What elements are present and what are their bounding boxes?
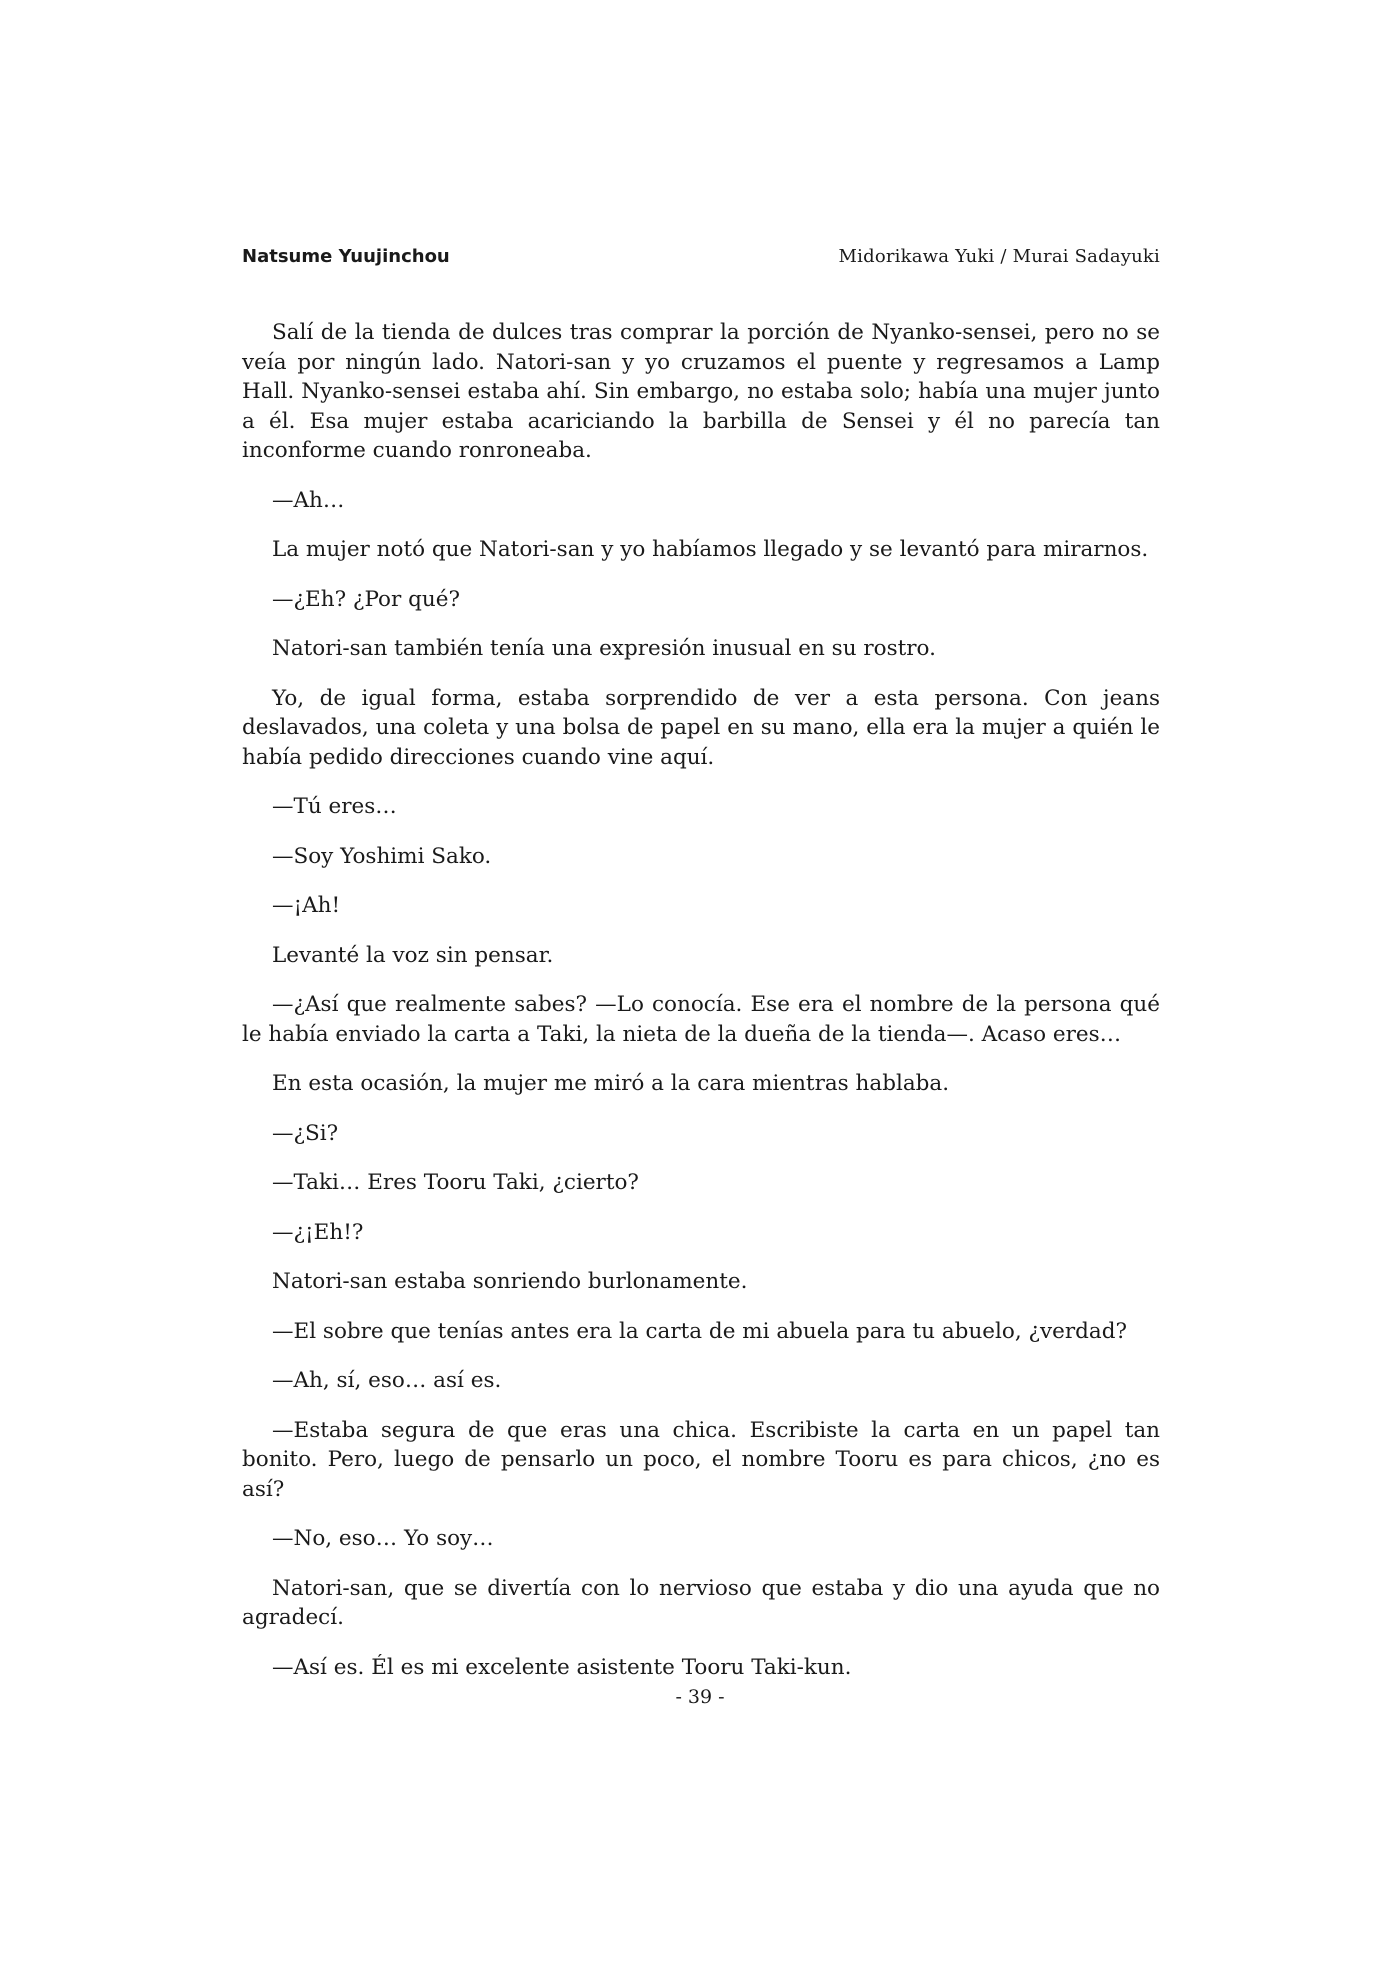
paragraph: —Soy Yoshimi Sako.: [272, 843, 492, 869]
paragraph: Natori-san también tenía una expresión inusual en su rostro.: [272, 636, 936, 661]
paragraph: —Así es. Él es mi excelente asistente Tooru Taki-kun.: [272, 1654, 852, 1680]
paragraph: —Ah…: [272, 487, 345, 513]
paragraph: —¡Ah!: [272, 893, 341, 918]
paragraph: Salí de la tienda de dulces tras comprar la porción de Nyanko-sensei, pero no se veía por ningún lado. Natori-san y yo cruzamos el puente y regresamos a Lamp Hall. Nyanko-sensei estaba ahí. Sin embargo, no estaba solo; había una mujer junto a él. Esa mujer estaba acariciando la barbilla de Sensei y él no parecía tan inconforme cuando ronroneaba.: [242, 320, 1160, 463]
paragraph: —¿Si?: [272, 1120, 339, 1146]
paragraph: Yo, de igual forma, estaba sorprendido de ver a esta persona. Con jeans deslavados, una coleta y una bolsa de papel en su mano, ella era la mujer a quién le había pedido direcciones cuando vine aquí.: [242, 685, 1160, 770]
paragraph: —¿Eh? ¿Por qué?: [272, 586, 460, 612]
body-text: [242, 318, 1160, 1702]
paragraph: En esta ocasión, la mujer me miró a la cara mientras hablaba.: [272, 1071, 950, 1096]
paragraph: —Tú eres…: [272, 794, 397, 819]
paragraph: —Taki… Eres Tooru Taki, ¿cierto?: [272, 1170, 639, 1195]
page-number: - 39 -: [675, 1686, 725, 1708]
book-title: Natsume Yuujinchou: [242, 246, 450, 267]
paragraph: Levanté la voz sin pensar.: [272, 942, 554, 968]
paragraph: Natori-san estaba sonriendo burlonamente.: [272, 1269, 748, 1294]
paragraph: La mujer notó que Natori-san y yo habíamos llegado y se levantó para mirarnos.: [272, 537, 1149, 562]
paragraph: —¿Así que realmente sabes? —Lo conocía. Ese era el nombre de la persona qué le había enviado la carta a Taki, la nieta de la dueña de la tienda—. Acaso eres…: [242, 992, 1160, 1047]
paragraph: —Ah, sí, eso… así es.: [272, 1368, 502, 1393]
paragraph: —Estaba segura de que eras una chica. Escribiste la carta en un papel tan bonito. Pero, luego de pensarlo un poco, el nombre Tooru es para chicos, ¿no es así?: [242, 1417, 1160, 1502]
page-header: [242, 244, 1160, 270]
paragraph: —No, eso… Yo soy…: [272, 1526, 494, 1551]
paragraph: Natori-san, que se divertía con lo nervioso que estaba y dio una ayuda que no agradecí.: [242, 1575, 1160, 1630]
paragraph: —¿¡Eh!?: [272, 1219, 364, 1245]
paragraph: —El sobre que tenías antes era la carta de mi abuela para tu abuelo, ¿verdad?: [272, 1318, 1128, 1344]
authors: Midorikawa Yuki / Murai Sadayuki: [838, 246, 1160, 267]
